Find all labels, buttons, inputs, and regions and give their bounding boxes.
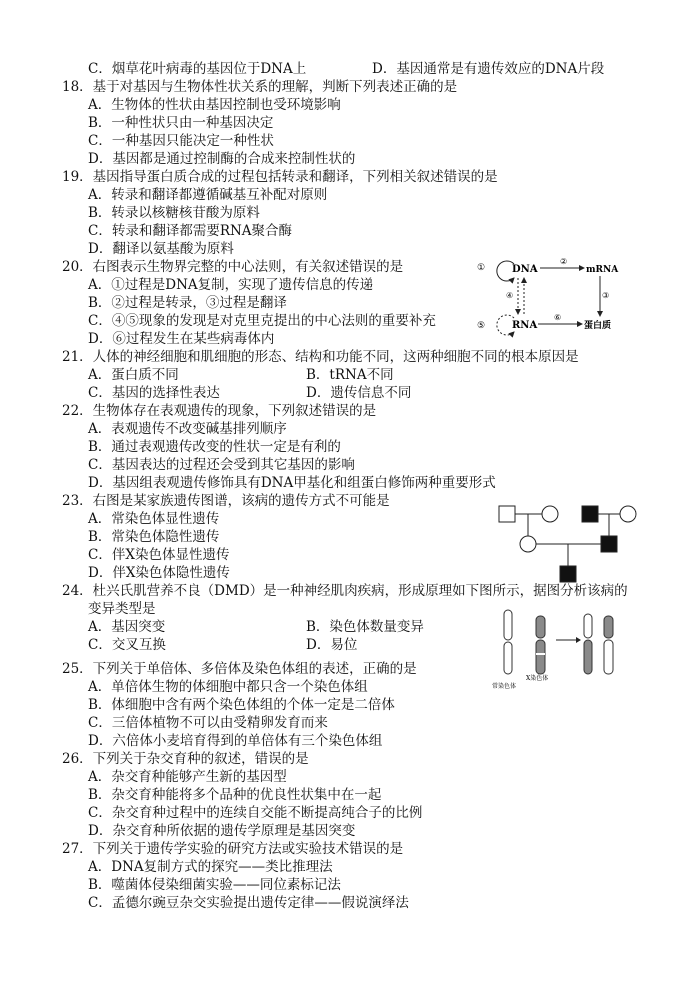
q24-option-a: A．基因突变 <box>88 619 166 635</box>
q23-option-c: C．伴X染色体显性遗传 <box>88 547 230 563</box>
label-n4: ④ <box>506 291 514 300</box>
q24-stem-continued: 变异类型是 <box>88 601 156 617</box>
q19-stem: 19．基因指导蛋白质合成的过程包括转录和翻译，下列相关叙述错误的是 <box>62 169 498 185</box>
q22-option-a: A．表观遗传不改变碱基排列顺序 <box>88 421 287 437</box>
q19-option-d: D．翻译以氨基酸为原料 <box>88 241 234 257</box>
label-dna: DNA <box>512 264 538 275</box>
q24-stem: 24．杜兴氏肌营养不良（DMD）是一种神经肌肉疾病，形成原理如下图所示，据图分析该病的 <box>62 583 628 599</box>
q23-stem: 23．右图是某家族遗传图谱，该病的遗传方式不可能是 <box>62 493 390 509</box>
label-n2: ② <box>560 257 568 266</box>
q19-option-c: C．转录和翻译都需要RNA聚合酶 <box>88 223 293 239</box>
q21-option-c: C．基因的选择性表达 <box>88 385 220 401</box>
q19-option-a: A．转录和翻译都遵循碱基互补配对原则 <box>88 187 328 203</box>
q25-option-d: D．六倍体小麦培育得到的单倍体有三个染色体组 <box>88 733 383 749</box>
q19-option-b: B．转录以核糖核苷酸为原料 <box>88 205 260 221</box>
q18-option-c: C．一种基因只能决定一种性状 <box>88 133 274 149</box>
label-rna: RNA <box>512 320 538 331</box>
label-n5: ⑤ <box>477 321 486 331</box>
autosome-lower-arm <box>504 642 512 674</box>
label-n6: ⑥ <box>554 313 562 322</box>
q21-stem: 21．人体的神经细胞和肌细胞的形态、结构和功能不同，这两种细胞不同的根本原因是 <box>62 349 579 365</box>
q22-option-d: D．基因组表观遗传修饰具有DNA甲基化和组蛋白修饰两种重要形式 <box>88 475 496 491</box>
q26-option-c: C．杂交育种过程中的连续自交能不断提高纯合子的比例 <box>88 805 423 821</box>
q26-stem: 26．下列关于杂交育种的叙述，错误的是 <box>62 751 309 767</box>
q26-option-d: D．杂交育种所依据的遗传学原理是基因突变 <box>88 823 356 839</box>
label-n1: ① <box>477 263 486 273</box>
q23-option-a: A．常染色体显性遗传 <box>88 511 220 527</box>
q25-option-b: B．体细胞中含有两个染色体组的个体一定是二倍体 <box>88 697 395 713</box>
chromosome-translocation-figure <box>484 606 624 692</box>
q25-option-c: C．三倍体植物不可以由受精卵发育而来 <box>88 715 328 731</box>
pedigree-male-affected <box>582 506 598 522</box>
transform-arrowhead <box>576 637 581 643</box>
result-chromosome-1-lower <box>584 640 592 674</box>
q20-option-a: A．①过程是DNA复制，实现了遗传信息的传递 <box>88 277 374 293</box>
pedigree-male-unaffected <box>499 506 515 522</box>
pedigree-female-unaffected <box>620 506 636 522</box>
q23-option-b: B．常染色体隐性遗传 <box>88 529 220 545</box>
q22-option-c: C．基因表达的过程还会受到其它基因的影响 <box>88 457 355 473</box>
autosome-upper-arm <box>504 610 512 640</box>
label-n3: ③ <box>602 291 610 300</box>
x-chromosome-lower-arm <box>536 640 545 674</box>
q24-option-d: D．易位 <box>306 637 358 653</box>
label-protein: 蛋白质 <box>584 321 612 331</box>
q23-option-d: D．伴X染色体隐性遗传 <box>88 565 230 581</box>
pedigree-chart <box>494 500 640 586</box>
x-chromosome-upper-arm <box>536 616 545 638</box>
q20-option-c: C．④⑤现象的发现是对克里克提出的中心法则的重要补充 <box>88 313 436 329</box>
label-mrna: mRNA <box>586 265 619 275</box>
q25-stem: 25．下列关于单倍体、多倍体及染色体组的表述，正确的是 <box>62 661 417 677</box>
q27-stem: 27．下列关于遗传学实验的研究方法或实验技术错误的是 <box>62 841 404 857</box>
q27-option-a: A．DNA复制方式的探究——类比推理法 <box>88 859 333 875</box>
q26-option-a: A．杂交育种能够产生新的基因型 <box>88 769 287 785</box>
result-chromosome-2-upper <box>604 616 613 638</box>
q17-option-c: C．烟草花叶病毒的基因位于DNA上 <box>88 61 307 77</box>
q25-option-a: A．单倍体生物的体细胞中都只含一个染色体组 <box>88 679 368 695</box>
result-chromosome-1-upper <box>584 614 592 638</box>
q22-option-b: B．通过表观遗传改变的性状一定是有利的 <box>88 439 341 455</box>
q18-stem: 18．基于对基因与生物体性状关系的理解，判断下列表述正确的是 <box>62 79 458 95</box>
central-dogma-diagram <box>474 252 624 342</box>
result-chromosome-2-lower <box>604 640 613 674</box>
q21-option-d: D．遗传信息不同 <box>306 385 412 401</box>
q24-option-c: C．交叉互换 <box>88 637 166 653</box>
q18-option-b: B．一种性状只由一种基因决定 <box>88 115 274 131</box>
pedigree-male-affected <box>560 566 576 582</box>
label-autosome: 常染色体 <box>492 683 517 690</box>
q18-option-d: D．基因都是通过控制酶的合成来控制性状的 <box>88 151 356 167</box>
q17-option-d: D．基因通常是有遗传效应的DNA片段 <box>372 61 605 77</box>
q24-option-b: B．染色体数量变异 <box>306 619 424 635</box>
q18-option-a: A．生物体的性状由基因控制也受环境影响 <box>88 97 341 113</box>
q26-option-b: B．杂交育种能将多个品种的优良性状集中在一起 <box>88 787 382 803</box>
q27-option-b: B．噬菌体侵染细菌实验——同位素标记法 <box>88 877 341 893</box>
q21-option-a: A．蛋白质不同 <box>88 367 179 383</box>
pedigree-male-affected <box>601 536 617 552</box>
label-x-chromosome: X染色体 <box>526 675 549 682</box>
q20-stem: 20．右图表示生物界完整的中心法则，有关叙述错误的是 <box>62 259 404 275</box>
q21-option-b: B．tRNA不同 <box>306 367 394 383</box>
q27-option-c: C．孟德尔豌豆杂交实验提出遗传定律——假说演绎法 <box>88 895 409 911</box>
q22-stem: 22．生物体存在表观遗传的现象，下列叙述错误的是 <box>62 403 377 419</box>
pedigree-female-unaffected <box>542 506 558 522</box>
q20-option-d: D．⑥过程发生在某些病毒体内 <box>88 331 275 347</box>
pedigree-female-unaffected <box>520 536 536 552</box>
q20-option-b: B．②过程是转录，③过程是翻译 <box>88 295 287 311</box>
